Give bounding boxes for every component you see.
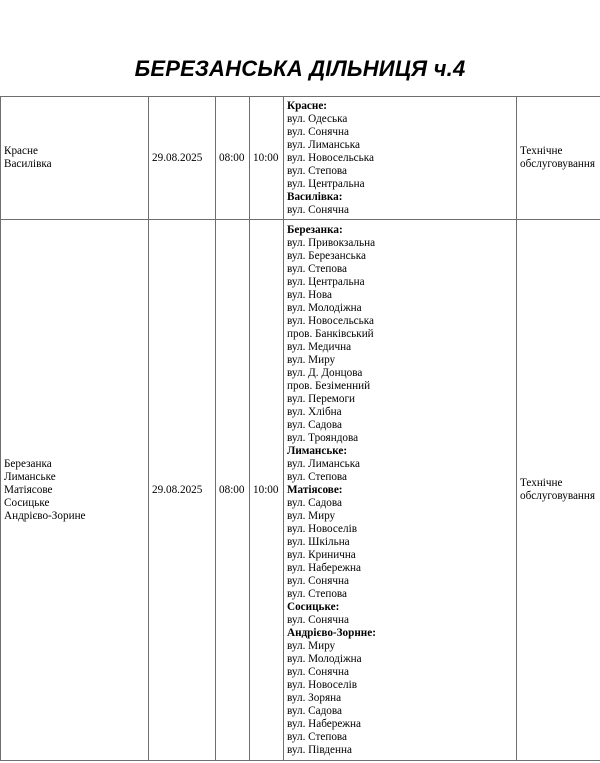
street-item: вул. Хлібна [287,405,342,418]
reason-cell [517,97,600,220]
settlement-name: Сосицьке [4,496,50,509]
reason-text: Технічне [520,145,563,157]
start-time-cell: 08:00 [216,97,250,220]
street-item: вул. Новоселів [287,522,357,535]
settlement-name: Андрієво-Зорине [4,509,86,522]
page-title: БЕРЕЗАНСЬКА ДІЛЬНИЦЯ ч.4 [134,56,466,81]
settlements-cell [1,220,149,761]
street-item: вул. Сонячна [287,125,349,138]
street-item: вул. Центральна [287,275,365,288]
reason-text: обслуговування [520,158,596,170]
street-item: вул. Степова [287,730,348,743]
street-item: вул. Миру [287,509,336,522]
street-item: вул. Степова [287,164,348,177]
street-item: вул. Набережна [287,717,361,730]
date-cell: 29.08.2025 [149,220,216,761]
street-item: вул. Сонячна [287,613,349,626]
start-time-cell: 08:00 [216,220,250,761]
street-item: вул. Трояндова [287,431,359,444]
street-item: вул. Молодіжна [287,301,362,314]
settlement-heading: Матіясове: [287,483,343,496]
addresses-cell [284,97,517,220]
street-item: вул. Новосельська [287,151,374,164]
settlement-name: Василівка [4,158,52,170]
street-item: вул. Миру [287,353,336,366]
end-time-cell: 10:00 [250,220,284,761]
street-item: вул. Зоряна [287,691,342,704]
settlement-heading: Красне: [287,99,328,112]
street-item: вул. Медична [287,340,352,353]
addresses-cell [284,220,517,761]
street-item: вул. Сонячна [287,574,349,587]
street-item: вул. Сонячна [287,665,349,678]
settlement-heading: Василівка: [287,190,343,203]
settlement-name: Матіясове [4,483,53,496]
settlement-name: Лиманське [4,470,56,483]
street-item: вул. Привокзальна [287,236,376,249]
end-time-cell: 10:00 [250,97,284,220]
street-item: вул. Садова [287,418,342,431]
street-item: вул. Одеська [287,112,348,125]
street-item: вул. Миру [287,639,336,652]
reason-text: обслуговування [520,490,596,502]
street-item: вул. Лиманська [287,138,361,151]
street-item: пров. Банківський [287,327,374,340]
street-item: вул. Кринична [287,548,356,561]
street-item: вул. Новоселів [287,678,357,691]
reason-text: Технічне [520,477,563,489]
street-item: вул. Степова [287,587,348,600]
street-item: вул. Д. Донцова [287,366,363,379]
table-row [1,220,600,761]
settlement-heading: Лиманське: [287,444,348,457]
street-item: вул. Садова [287,496,342,509]
street-item: вул. Нова [287,288,332,301]
settlement-heading: Березанка: [287,223,343,236]
reason-cell [517,220,600,761]
street-item: вул. Сонячна [287,203,349,216]
settlement-heading: Сосицьке: [287,600,340,613]
street-item: вул. Новосельська [287,314,374,327]
settlement-name: Красне [4,145,38,157]
street-item: вул. Шкільна [287,535,350,548]
settlement-heading: Андрієво-Зорнне: [287,626,376,639]
outage-schedule-table [0,96,600,761]
street-item: вул. Центральна [287,177,365,190]
street-item: вул. Набережна [287,561,361,574]
settlements-cell [1,97,149,220]
date-cell: 29.08.2025 [149,97,216,220]
street-item: пров. Безіменний [287,379,371,392]
street-item: вул. Південна [287,743,352,756]
street-item: вул. Садова [287,704,342,717]
table-row [1,97,600,220]
settlement-name: Березанка [4,457,52,470]
street-item: вул. Молодіжна [287,652,362,665]
street-item: вул. Степова [287,262,348,275]
street-item: вул. Березанська [287,249,366,262]
street-item: вул. Лиманська [287,457,361,470]
street-item: вул. Степова [287,470,348,483]
street-item: вул. Перемоги [287,392,356,405]
